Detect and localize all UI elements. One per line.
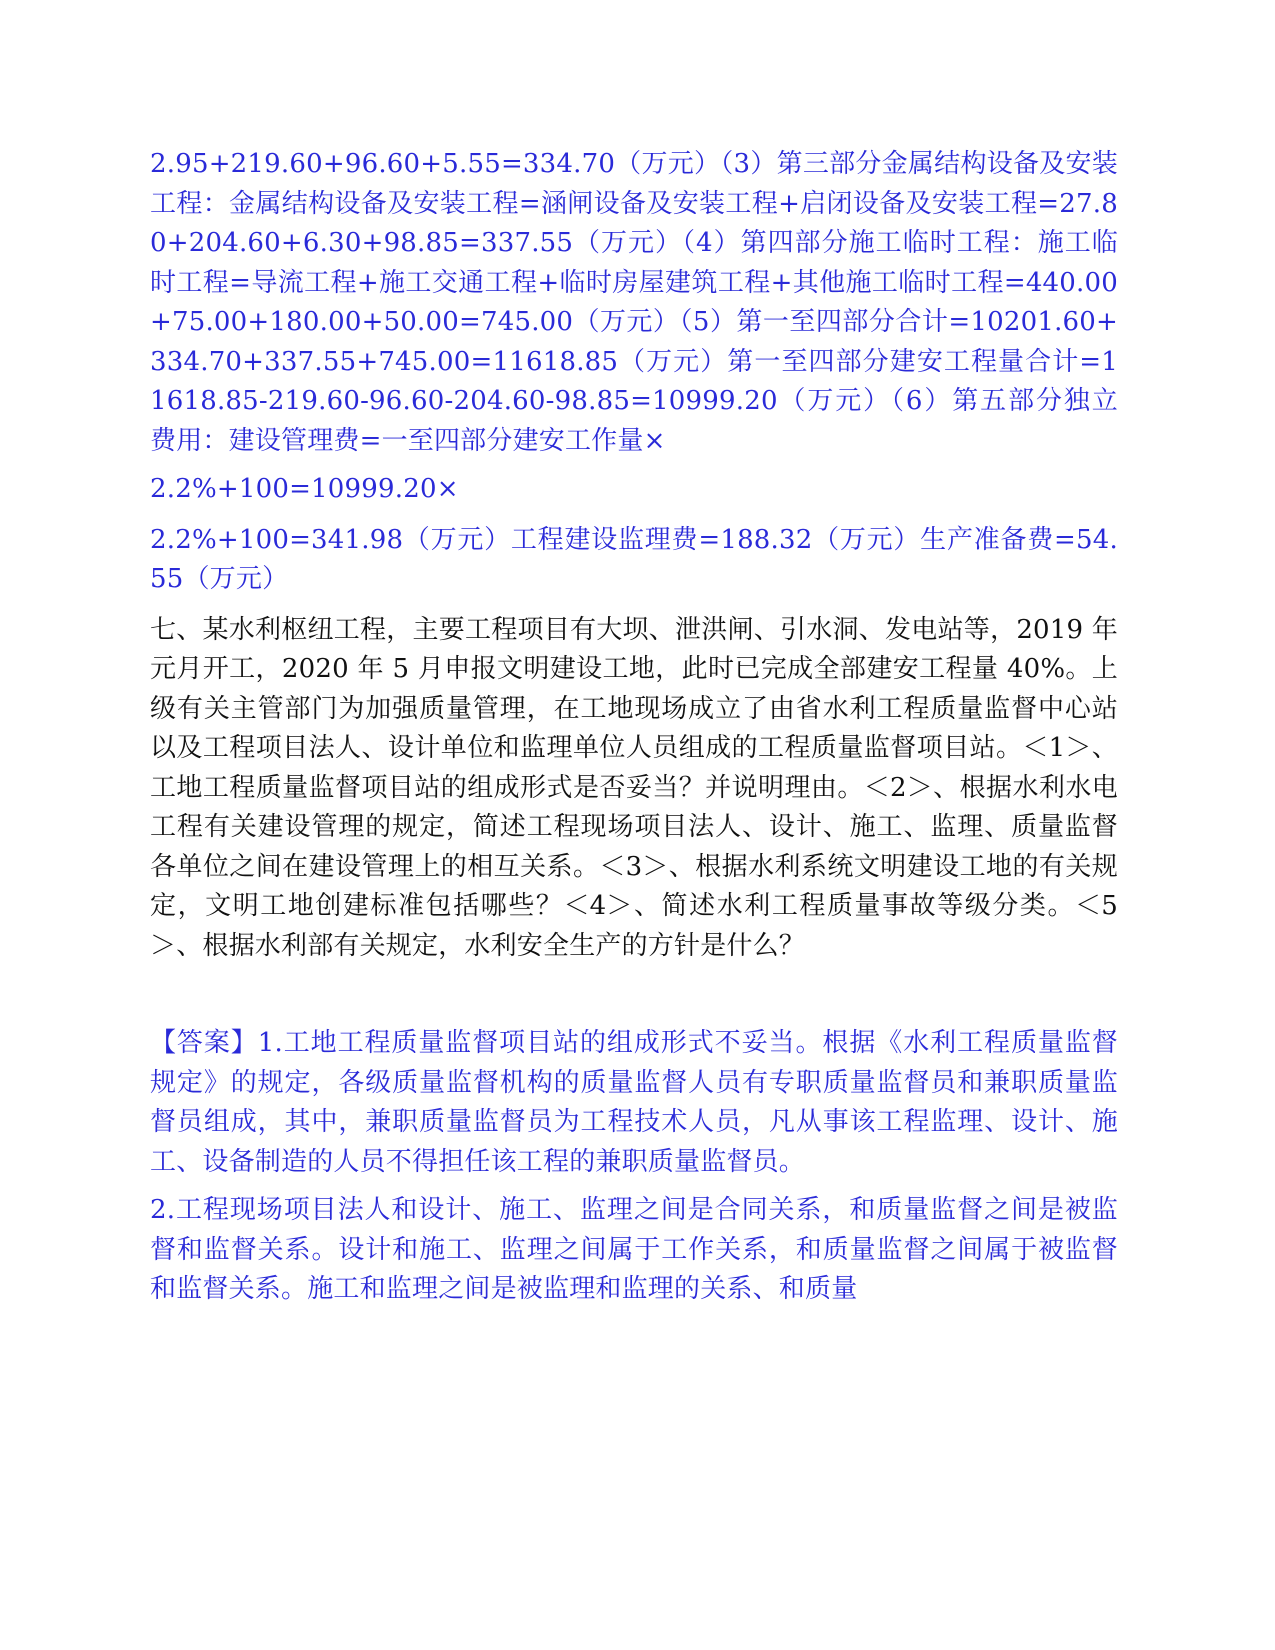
calculation-line: 2.2%+100=10999.20× [150,474,459,504]
answer-paragraph: 2.工程现场项目法人和设计、施工、监理之间是合同关系，和质量监督之间是被监督和监督关系。设计和施工、监理之间属于工作关系，和质量监督之间属于被监督和监督关系。施工和监理之间是被监理和监理的关系、和质量 [150,1195,1118,1304]
question-paragraph: 七、某水利枢纽工程，主要工程项目有大坝、泄洪闸、引水洞、发电站等，2019 年元月开工，2020 年 5 月申报文明建设工地，此时已完成全部建安工程量 40%。上级有关主管部门为加强质量管理，在工地现场成立了由省水利工程质量监督中心站以及工程项目法人、设计单位和监理单位人员组成的工程质量监督项目站。＜1＞、工地工程质量监督项目站的组成形式是否妥当？并说明理由。＜2＞、根据水利水电工程有关建设管理的规定，简述工程现场项目法人、设计、施工、监理、质量监督各单位之间在建设管理上的相互关系。＜3＞、根据水利系统文明建设工地的有关规定，文明工地创建标准包括哪些？＜4＞、简述水利工程质量事故等级分类。＜5＞、根据水利部有关规定，水利安全生产的方针是什么？ [150,614,1118,961]
calculation-line: 2.2%+100=341.98（万元）工程建设监理费=188.32（万元）生产准备费=54.55（万元） [150,524,1118,594]
calculation-paragraph: 2.95+219.60+96.60+5.55=334.70（万元）（3）第三部分金属结构设备及安装工程：金属结构设备及安装工程=涵闸设备及安装工程+启闭设备及安装工程=27.80+204.60+6.30+98.85=337.55（万元）（4）第四部分施工临时工程：施工临时工程=导流工程+施工交通工程+临时房屋建筑工程+其他施工临时工程=440.00+75.00+180.00+50.00=745.00（万元）（5）第一至四部分合计=10201.60+334.70+337.55+745.00=11618.85（万元）第一至四部分建安工程量合计=11618.85-219.60-96.60-204.60-98.85=10999.20（万元）（6）第五部分独立费用：建设管理费=一至四部分建安工作量× [150,149,1118,456]
answer-paragraph: 【答案】1.工地工程质量监督项目站的组成形式不妥当。根据《水利工程质量监督规定》的规定，各级质量监督机构的质量监督人员有专职质量监督员和兼职质量监督员组成，其中，兼职质量监督员为工程技术人员，凡从事该工程监理、设计、施工、设备制造的人员不得担任该工程的兼职质量监督员。 [150,1028,1118,1177]
document-page [150,145,1118,1310]
